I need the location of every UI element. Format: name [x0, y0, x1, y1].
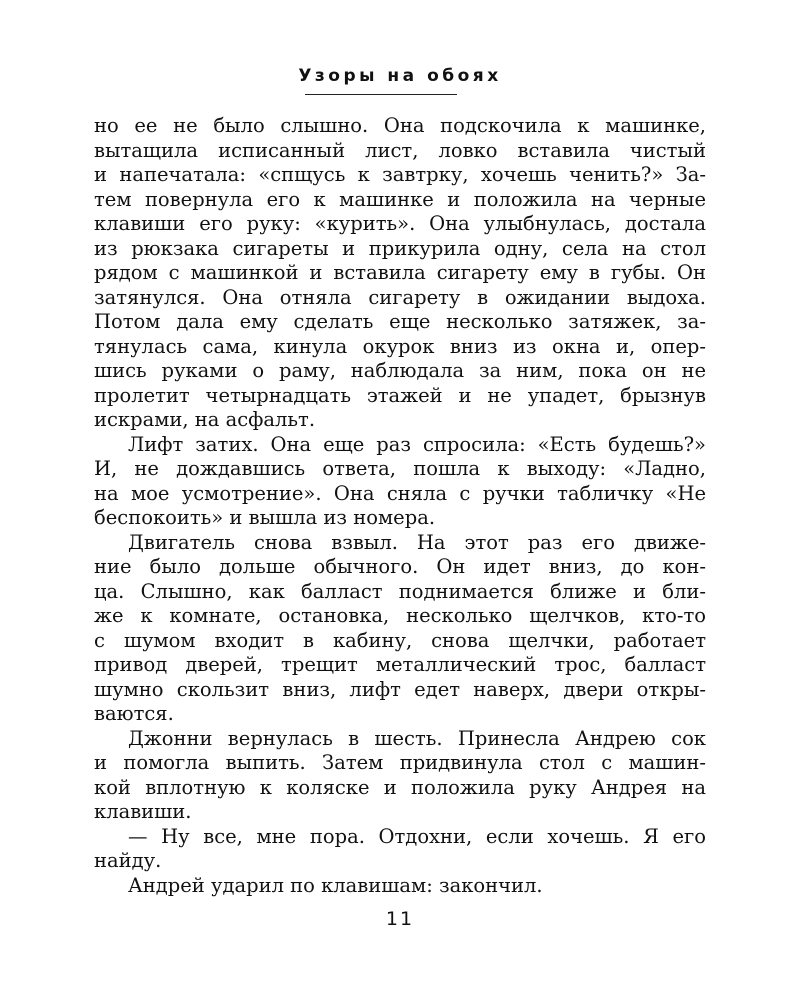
title-underline: [305, 94, 457, 95]
dialogue-line: — Ну все, мне пора. Отдохни, если хочешь. Я его: [128, 824, 706, 848]
text-line: затянулся. Она отняла сигарету в ожидании выдоха.: [94, 285, 706, 309]
text-line: ваются.: [94, 702, 174, 725]
text-line: Потом дала ему сделать еще несколько затяжек, за-: [94, 310, 706, 333]
text-line: из рюкзака сигареты и прикурила одну, села на стол: [94, 236, 706, 260]
text-line: шись руками о раму, наблюдала за ним, пока он не: [94, 359, 706, 382]
page-number: 11: [385, 908, 415, 930]
text-line: тем повернула его к машинке и положила на черные: [94, 187, 706, 211]
text-line: И, не дождавшись ответа, пошла к выходу: «Ладно,: [94, 457, 706, 480]
paragraph-first-line: Двигатель снова взвыл. На этот раз его движе-: [128, 530, 706, 554]
text-line: найду.: [94, 849, 162, 872]
text-line: беспокоить» и вышла из номера.: [94, 506, 436, 529]
text-line: рядом с машинкой и вставила сигарету ему в губы. Он: [94, 261, 706, 284]
paragraph-first-line: Джонни вернулась в шесть. Принесла Андрею сок: [128, 726, 706, 750]
body-text: [94, 114, 706, 898]
text-line: на мое усмотрение». Она сняла с ручки табличку «Не: [94, 481, 706, 505]
text-line: клавиши.: [94, 800, 192, 823]
text-line: кой вплотную к коляске и положила руку Андрея на: [94, 775, 706, 799]
text-line: же к комнате, остановка, несколько щелчков, кто-то: [94, 604, 706, 627]
text-line: искрами, на асфальт.: [94, 408, 316, 431]
text-line: клавиши его руку: «курить». Она улыбнулась, достала: [94, 212, 706, 235]
text-line: пролетит четырнадцать этажей и не упадет, брызнув: [94, 383, 706, 407]
paragraph-first-line: Лифт затих. Она еще раз спросила: «Есть будешь?»: [128, 432, 706, 456]
text-line: ние было дольше обычного. Он идет вниз, до кон-: [94, 555, 706, 578]
text-line: и напечатала: «спщусь к завтрку, хочешь ченить?» За-: [94, 163, 706, 186]
paragraph-first-line: Андрей ударил по клавишам: закончил.: [128, 873, 543, 897]
text-line: ца. Слышно, как балласт поднимается ближе и бли-: [94, 579, 706, 603]
running-title: Узоры на обоях: [298, 66, 502, 86]
text-line: и помогла выпить. Затем придвинула стол с машин-: [94, 751, 706, 774]
text-line: шумно скользит вниз, лифт едет наверх, двери откры-: [94, 677, 706, 701]
text-line: вытащила исписанный лист, ловко вставила чистый: [94, 138, 706, 162]
text-line: но ее не было слышно. Она подскочила к машинке,: [94, 114, 706, 137]
text-line: тянулась сама, кинула окурок вниз из окна и, опер-: [94, 334, 706, 358]
text-line: с шумом входит в кабину, снова щелчки, работает: [94, 628, 706, 652]
text-line: привод дверей, трещит металлический трос, балласт: [94, 653, 706, 676]
